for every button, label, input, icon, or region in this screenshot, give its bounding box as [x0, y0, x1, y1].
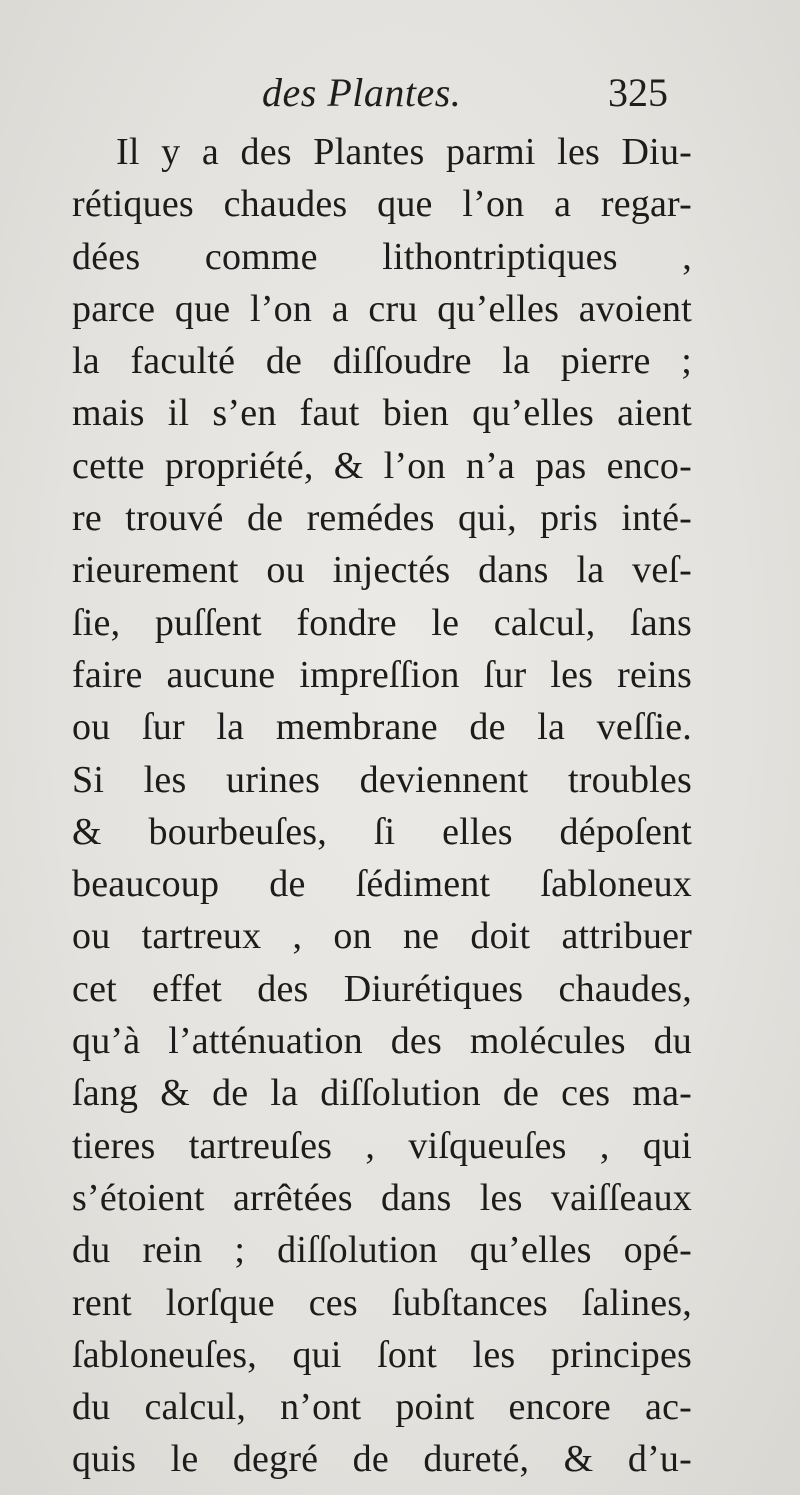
text-line: ſie, puſſent fondre le calcul, ſans — [72, 601, 692, 644]
text-line: la faculté de diſſoudre la pierre ; — [72, 340, 692, 383]
text-line: s’étoient arrêtées dans les vaiſſeaux — [72, 1176, 692, 1219]
text-line: du rein ; diſſolution qu’elles opé- — [72, 1229, 692, 1272]
text-line: re trouvé de remédes qui, pris inté- — [72, 497, 692, 540]
text-line: du calcul, n’ont point encore ac- — [72, 1386, 692, 1429]
text-line: rétiques chaudes que l’on a regar- — [72, 183, 692, 226]
text-line: rieurement ou injectés dans la veſ- — [72, 549, 692, 592]
text-line: Il y a des Plantes parmi les Diu- — [116, 131, 692, 173]
text-line: parce que l’on a cru qu’elles avoient — [72, 287, 692, 330]
text-line: ou tartreux , on ne doit attribuer — [72, 915, 692, 958]
text-line: & bourbeuſes, ſi elles dépoſent — [72, 810, 692, 853]
text-line: dées comme lithontriptiques , — [72, 235, 692, 278]
text-line: cette propriété, & l’on n’a pas enco- — [72, 444, 692, 487]
text-line: ou ſur la membrane de la veſſie. — [72, 706, 692, 749]
text-line: qu’à l’atténuation des molécules du — [72, 1020, 692, 1063]
text-line: cet effet des Diurétiques chaudes, — [72, 967, 692, 1010]
running-head-title: des Plantes. — [262, 70, 462, 115]
text-line: ſang & de la diſſolution de ces ma- — [72, 1072, 692, 1115]
text-line: faire aucune impreſſion ſur les reins — [72, 653, 692, 696]
text-line: quis le degré de dureté, & d’u- — [72, 1438, 692, 1481]
running-head — [0, 68, 800, 118]
body-text — [72, 126, 692, 1486]
text-line: mais il s’en faut bien qu’elles aient — [72, 392, 692, 435]
text-line: tieres tartreuſes , viſqueuſes , qui — [72, 1124, 692, 1167]
text-line: beaucoup de ſédiment ſabloneux — [72, 863, 692, 906]
text-line: ſabloneuſes, qui ſont les principes — [72, 1333, 692, 1376]
text-line: rent lorſque ces ſubſtances ſalines, — [72, 1281, 692, 1324]
text-line: Si les urines deviennent troubles — [72, 758, 692, 801]
page-number: 325 — [608, 70, 668, 115]
